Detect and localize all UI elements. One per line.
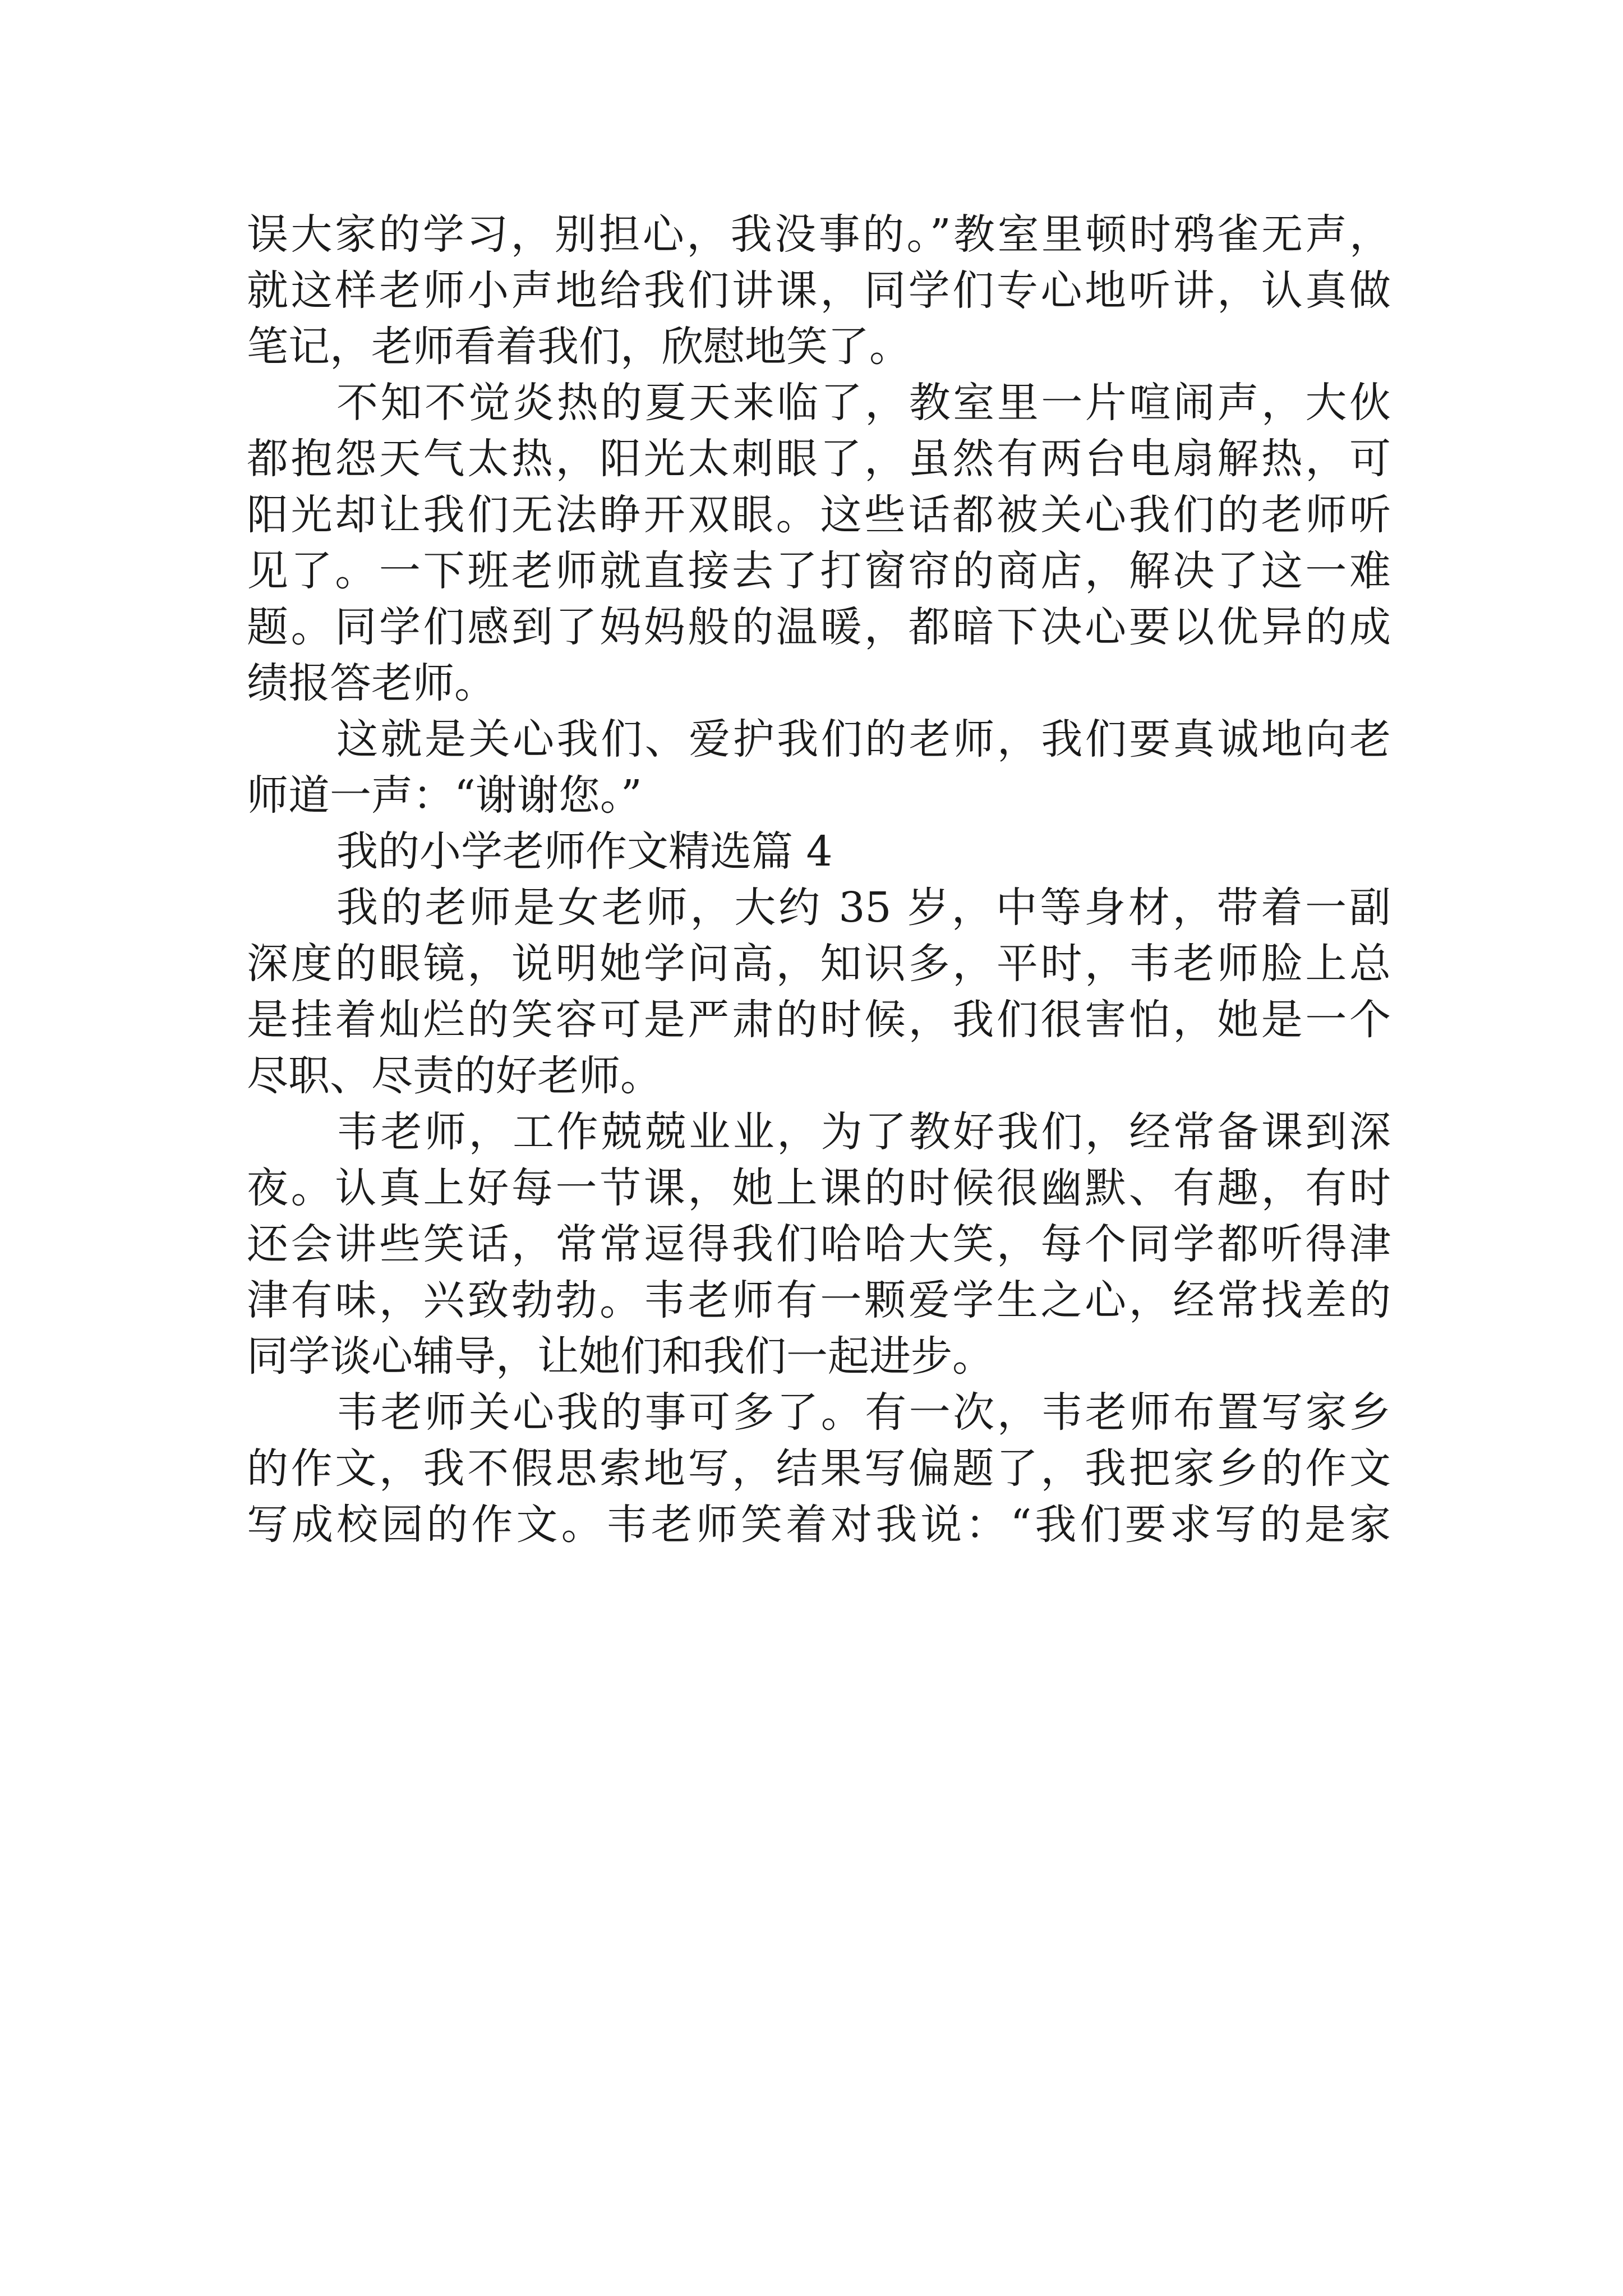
text-line: 绩报答老师。 [247,659,496,707]
text-line: 阳光却让我们无法睁开双眼。这些话都被关心我们的老师听 [247,491,1391,539]
text-line: 都抱怨天气太热，阳光太刺眼了，虽然有两台电扇解热，可 [247,435,1391,483]
text-line: 深度的眼镜，说明她学问高，知识多，平时，韦老师脸上总 [247,940,1391,988]
section-heading: 我的小学老师作文精选篇 4 [336,827,833,876]
text-line: 就这样老师小声地给我们讲课，同学们专心地听讲，认真做 [247,266,1391,315]
text-line: 我的老师是女老师，大约 35 岁，中等身材，带着一副 [336,884,1391,932]
text-line: 是挂着灿烂的笑容可是严肃的时候，我们很害怕，她是一个 [247,996,1391,1044]
text-line: 夜。认真上好每一节课，她上课的时候很幽默、有趣，有时 [247,1164,1391,1212]
text-line: 师道一声：“谢谢您。” [247,771,642,820]
text-line: 津有味，兴致勃勃。韦老师有一颗爱学生之心，经常找差的 [247,1276,1391,1324]
text-line: 还会讲些笑话，常常逗得我们哈哈大笑，每个同学都听得津 [247,1220,1391,1268]
text-line: 这就是关心我们、爱护我们的老师，我们要真诚地向老 [336,715,1391,763]
text-line: 误大家的学习，别担心，我没事的。”教室里顿时鸦雀无声， [247,210,1391,259]
text-line: 同学谈心辅导，让她们和我们一起进步。 [247,1332,994,1381]
text-line: 韦老师关心我的事可多了。有一次，韦老师布置写家乡 [336,1388,1391,1437]
document-body [247,206,1391,1553]
text-line: 尽职、尽责的好老师。 [247,1052,662,1100]
text-line: 见了。一下班老师就直接去了打窗帘的商店，解决了这一难 [247,547,1391,595]
text-line: 不知不觉炎热的夏天来临了，教室里一片喧闹声，大伙 [336,379,1391,427]
text-line: 写成校园的作文。韦老师笑着对我说：“我们要求写的是家 [247,1501,1391,1549]
text-line: 笔记，老师看着我们，欣慰地笑了。 [247,323,911,371]
text-line: 的作文，我不假思索地写，结果写偏题了，我把家乡的作文 [247,1444,1391,1493]
text-line: 韦老师，工作兢兢业业，为了教好我们，经常备课到深 [336,1108,1391,1156]
text-line: 题。同学们感到了妈妈般的温暖，都暗下决心要以优异的成 [247,603,1391,651]
